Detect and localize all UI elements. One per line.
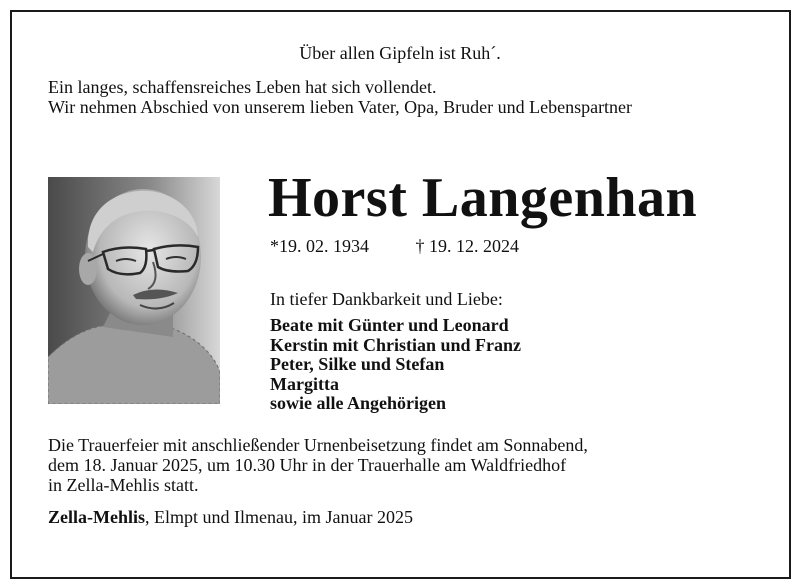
mourner-line: sowie alle Angehörigen — [270, 393, 446, 413]
intro-text — [48, 77, 632, 117]
mourner-line: Peter, Silke und Stefan — [270, 354, 445, 374]
portrait-photo — [48, 177, 220, 404]
service-line: in Zella-Mehlis statt. — [48, 475, 199, 495]
thanks-line: In tiefer Dankbarkeit und Liebe: — [270, 289, 503, 309]
life-dates — [270, 236, 519, 257]
funeral-service-info — [48, 435, 588, 495]
intro-line: Ein langes, schaffensreiches Leben hat sich vollendet. — [48, 77, 437, 97]
service-line: dem 18. Januar 2025, um 10.30 Uhr in der Trauerhalle am Waldfriedhof — [48, 455, 567, 475]
intro-line: Wir nehmen Abschied von unserem lieben Vater, Opa, Bruder und Lebenspartner — [48, 97, 633, 117]
place-and-date — [48, 507, 413, 528]
birth-date: *19. 02. 1934 — [270, 236, 369, 256]
service-line: Die Trauerfeier mit anschließender Urnenbeisetzung findet am Sonnabend, — [48, 435, 588, 455]
motto-quote: Über allen Gipfeln ist Ruh´. — [299, 43, 501, 63]
mourners-list — [270, 316, 521, 414]
mourner-line: Beate mit Günter und Leonard — [270, 315, 509, 335]
mourner-line: Kerstin mit Christian und Franz — [270, 334, 522, 355]
death-date: † 19. 12. 2024 — [415, 236, 519, 256]
place-town: Zella-Mehlis — [48, 507, 145, 527]
place-rest: , Elmpt und Ilmenau, im Januar 2025 — [145, 507, 413, 527]
mourner-line: Margitta — [270, 373, 339, 394]
deceased-name: Horst Langenhan — [268, 167, 698, 229]
